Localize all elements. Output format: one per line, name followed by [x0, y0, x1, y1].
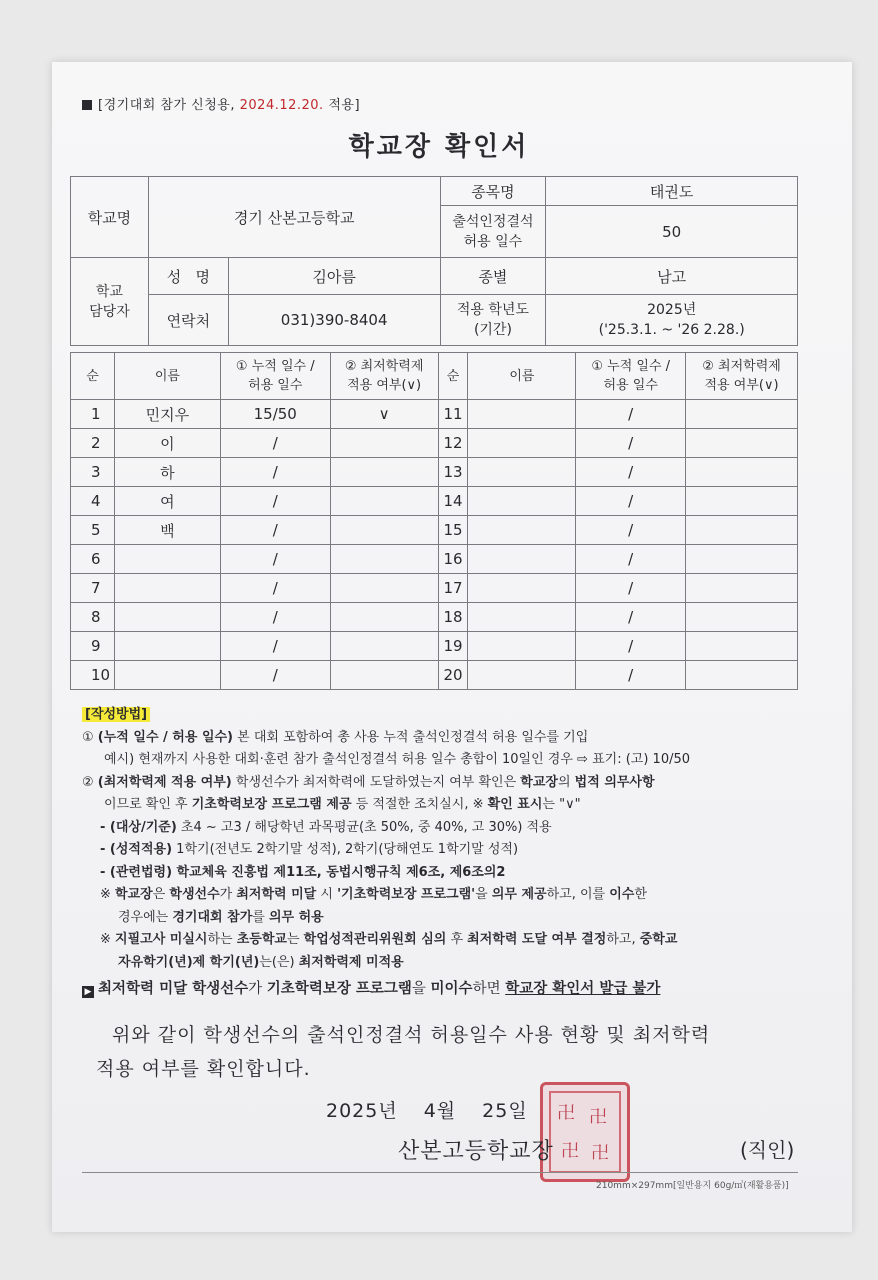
- year-value: 2025년 ('25.3.1. ~ '26 2.28.): [546, 295, 798, 346]
- star-note-1: ※ 학교장은 학생선수가 최저학력 미달 시 '기초학력보장 프로그램'을 의무 제공하고, 이를 이수한: [100, 887, 647, 902]
- note-2: ② (최저학력제 적용 여부) 학생선수가 최저학력에 도달하였는지 여부 확인은 학교장의 법적 의무사항: [82, 774, 655, 790]
- student-name: [468, 545, 576, 574]
- table-row: [71, 487, 798, 516]
- days-cell: /: [220, 661, 330, 690]
- student-name: [468, 516, 576, 545]
- info-table: [70, 176, 798, 346]
- row-number: 4: [71, 487, 115, 516]
- seal-mark: 卍: [589, 1107, 607, 1128]
- note-1: ① (누적 일수 / 허용 일수) 본 대회 포함하여 총 사용 누적 출석인정결석 허용 일수를 기입: [82, 729, 589, 745]
- row-number: 18: [438, 603, 468, 632]
- days-cell: /: [220, 487, 330, 516]
- row-number: 5: [71, 516, 115, 545]
- student-name: [114, 545, 220, 574]
- row-number: 1: [71, 400, 115, 429]
- table-row: [71, 458, 798, 487]
- min-cell: [686, 574, 798, 603]
- detail-target: - (대상/기준) 초4 ~ 고3 / 해당학년 과목평균(초 50%, 중 40%, 고 30%) 적용: [100, 819, 552, 835]
- min-cell: [330, 661, 438, 690]
- student-name: 하: [114, 458, 220, 487]
- contact-label: 연락처: [148, 295, 228, 346]
- row-number: 17: [438, 574, 468, 603]
- paper-spec: 210mm×297mm[일반용지 60g/㎡(재활용품)]: [596, 1181, 789, 1191]
- days-cell: /: [576, 661, 686, 690]
- row-number: 9: [71, 632, 115, 661]
- final-warning: ▶ 최저학력 미달 학생선수가 기초학력보장 프로그램을 미이수하면 학교장 확인서 발급 불가: [82, 978, 812, 1001]
- col-min-2: ② 최저학력제 적용 여부(∨): [686, 353, 798, 400]
- min-cell: [330, 487, 438, 516]
- student-name: [468, 487, 576, 516]
- manager-label: 학교 담당자: [71, 258, 149, 346]
- table-row: [71, 429, 798, 458]
- seal-mark: 卍: [561, 1141, 579, 1162]
- table-row: [71, 661, 798, 690]
- note-1-example: 예시) 현재까지 사용한 대회·훈련 참가 출석인정결석 허용 일수 총합이 10일인 경우 ⇨ 표기: (고) 10/50: [104, 752, 691, 767]
- min-cell: [330, 632, 438, 661]
- row-number: 3: [71, 458, 115, 487]
- days-cell: 15/50: [220, 400, 330, 429]
- row-number: 2: [71, 429, 115, 458]
- days-cell: /: [220, 516, 330, 545]
- student-name: [468, 458, 576, 487]
- col-name: 이름: [114, 353, 220, 400]
- name-label: 성 명: [148, 258, 228, 295]
- year-label: 적용 학년도 (기간): [440, 295, 546, 346]
- student-name: 여: [114, 487, 220, 516]
- detail-grades: - (성적적용) 1학기(전년도 2학기말 성적), 2학기(당해연도 1학기말 성적): [100, 842, 519, 857]
- table-row: [71, 574, 798, 603]
- instructions-heading: [작성방법]: [82, 707, 150, 722]
- official-seal: [540, 1082, 630, 1182]
- row-number: 8: [71, 603, 115, 632]
- min-cell: [686, 545, 798, 574]
- principal-name: 산본고등학교장: [398, 1139, 554, 1164]
- min-cell: [686, 603, 798, 632]
- star-note-2: ※ 지필고사 미실시하는 초등학교는 학업성적관리위원회 심의 후 최저학력 도달 여부 결정하고, 중학교: [100, 932, 678, 947]
- table-row: [71, 400, 798, 429]
- min-cell: [686, 632, 798, 661]
- star-note-2-cont: 자유학기(년)제 학기(년)는(은) 최저학력제 미적용: [118, 954, 404, 970]
- student-name: [114, 574, 220, 603]
- confirmation-text: 위와 같이 학생선수의 출석인정결석 허용일수 사용 현황 및 최저학력 적용 여부를 확인합니다.: [96, 1024, 711, 1080]
- days-cell: /: [576, 632, 686, 661]
- row-number: 20: [438, 661, 468, 690]
- table-row: [71, 516, 798, 545]
- student-table: [70, 352, 798, 690]
- col-no: 순: [71, 353, 115, 400]
- name-value: 김아름: [228, 258, 440, 295]
- days-cell: /: [576, 487, 686, 516]
- row-number: 10: [71, 661, 115, 690]
- student-name: 백: [114, 516, 220, 545]
- star-note-1-cont: 경우에는 경기대회 참가를 의무 허용: [118, 909, 324, 925]
- min-cell: [686, 458, 798, 487]
- issue-date: 2025년 4월 25일: [326, 1100, 528, 1122]
- min-cell: ∨: [330, 400, 438, 429]
- days-cell: /: [576, 400, 686, 429]
- days-cell: /: [220, 574, 330, 603]
- col-no-2: 순: [438, 353, 468, 400]
- square-bullet-icon: [82, 100, 92, 110]
- min-cell: [330, 429, 438, 458]
- form-usage-tag: [경기대회 참가 신청용, 2024.12.20. 적용]: [82, 94, 360, 113]
- row-number: 15: [438, 516, 468, 545]
- min-cell: [686, 487, 798, 516]
- sport-label: 종목명: [440, 177, 546, 206]
- col-days-2: ① 누적 일수 / 허용 일수: [576, 353, 686, 400]
- instructions: [82, 704, 812, 1001]
- min-cell: [330, 458, 438, 487]
- min-cell: [686, 429, 798, 458]
- days-cell: /: [576, 574, 686, 603]
- days-cell: /: [220, 603, 330, 632]
- min-cell: [686, 400, 798, 429]
- row-number: 12: [438, 429, 468, 458]
- min-cell: [686, 661, 798, 690]
- row-number: 13: [438, 458, 468, 487]
- min-cell: [330, 574, 438, 603]
- effective-date: 2024.12.20.: [239, 98, 324, 113]
- days-cell: /: [220, 545, 330, 574]
- student-name: [468, 632, 576, 661]
- days-cell: /: [576, 516, 686, 545]
- row-number: 7: [71, 574, 115, 603]
- student-name: 이: [114, 429, 220, 458]
- school-value: 경기 산본고등학교: [148, 177, 440, 258]
- days-cell: /: [220, 429, 330, 458]
- student-name: [468, 603, 576, 632]
- row-number: 19: [438, 632, 468, 661]
- row-number: 11: [438, 400, 468, 429]
- seal-label: (직인): [740, 1138, 795, 1162]
- days-cell: /: [576, 458, 686, 487]
- bottom-rule: [82, 1172, 798, 1173]
- min-cell: [330, 603, 438, 632]
- arrow-box-icon: ▶: [82, 986, 94, 998]
- student-name: [114, 632, 220, 661]
- table-row: [71, 603, 798, 632]
- min-cell: [330, 545, 438, 574]
- col-name-2: 이름: [468, 353, 576, 400]
- min-cell: [330, 516, 438, 545]
- page-title: 학교장 확인서: [348, 132, 530, 162]
- school-label: 학교명: [71, 177, 149, 258]
- gender-label: 종별: [440, 258, 546, 295]
- student-name: [114, 661, 220, 690]
- gender-value: 남고: [546, 258, 798, 295]
- row-number: 14: [438, 487, 468, 516]
- table-row: [71, 632, 798, 661]
- table-row: [71, 545, 798, 574]
- min-cell: [686, 516, 798, 545]
- days-cell: /: [220, 632, 330, 661]
- student-name: 민지우: [114, 400, 220, 429]
- seal-mark: 卍: [591, 1143, 609, 1164]
- row-number: 6: [71, 545, 115, 574]
- days-cell: /: [576, 603, 686, 632]
- days-cell: /: [576, 545, 686, 574]
- note-2-cont: 이므로 확인 후 기초학력보장 프로그램 제공 등 적절한 조치실시, ※ 확인 표시는 "∨": [104, 797, 581, 812]
- contact-value: 031)390-8404: [228, 295, 440, 346]
- allow-days-value: 50: [546, 206, 798, 258]
- student-name: [114, 603, 220, 632]
- days-cell: /: [220, 458, 330, 487]
- student-name: [468, 429, 576, 458]
- col-min: ② 최저학력제 적용 여부(∨): [330, 353, 438, 400]
- student-name: [468, 400, 576, 429]
- col-days: ① 누적 일수 / 허용 일수: [220, 353, 330, 400]
- days-cell: /: [576, 429, 686, 458]
- detail-law: - (관련법령) 학교체육 진흥법 제11조, 동법시행규칙 제6조, 제6조의2: [100, 864, 506, 880]
- seal-mark: 卍: [557, 1103, 575, 1124]
- student-name: [468, 574, 576, 603]
- row-number: 16: [438, 545, 468, 574]
- student-name: [468, 661, 576, 690]
- sport-value: 태권도: [546, 177, 798, 206]
- allow-days-label: 출석인정결석 허용 일수: [440, 206, 546, 258]
